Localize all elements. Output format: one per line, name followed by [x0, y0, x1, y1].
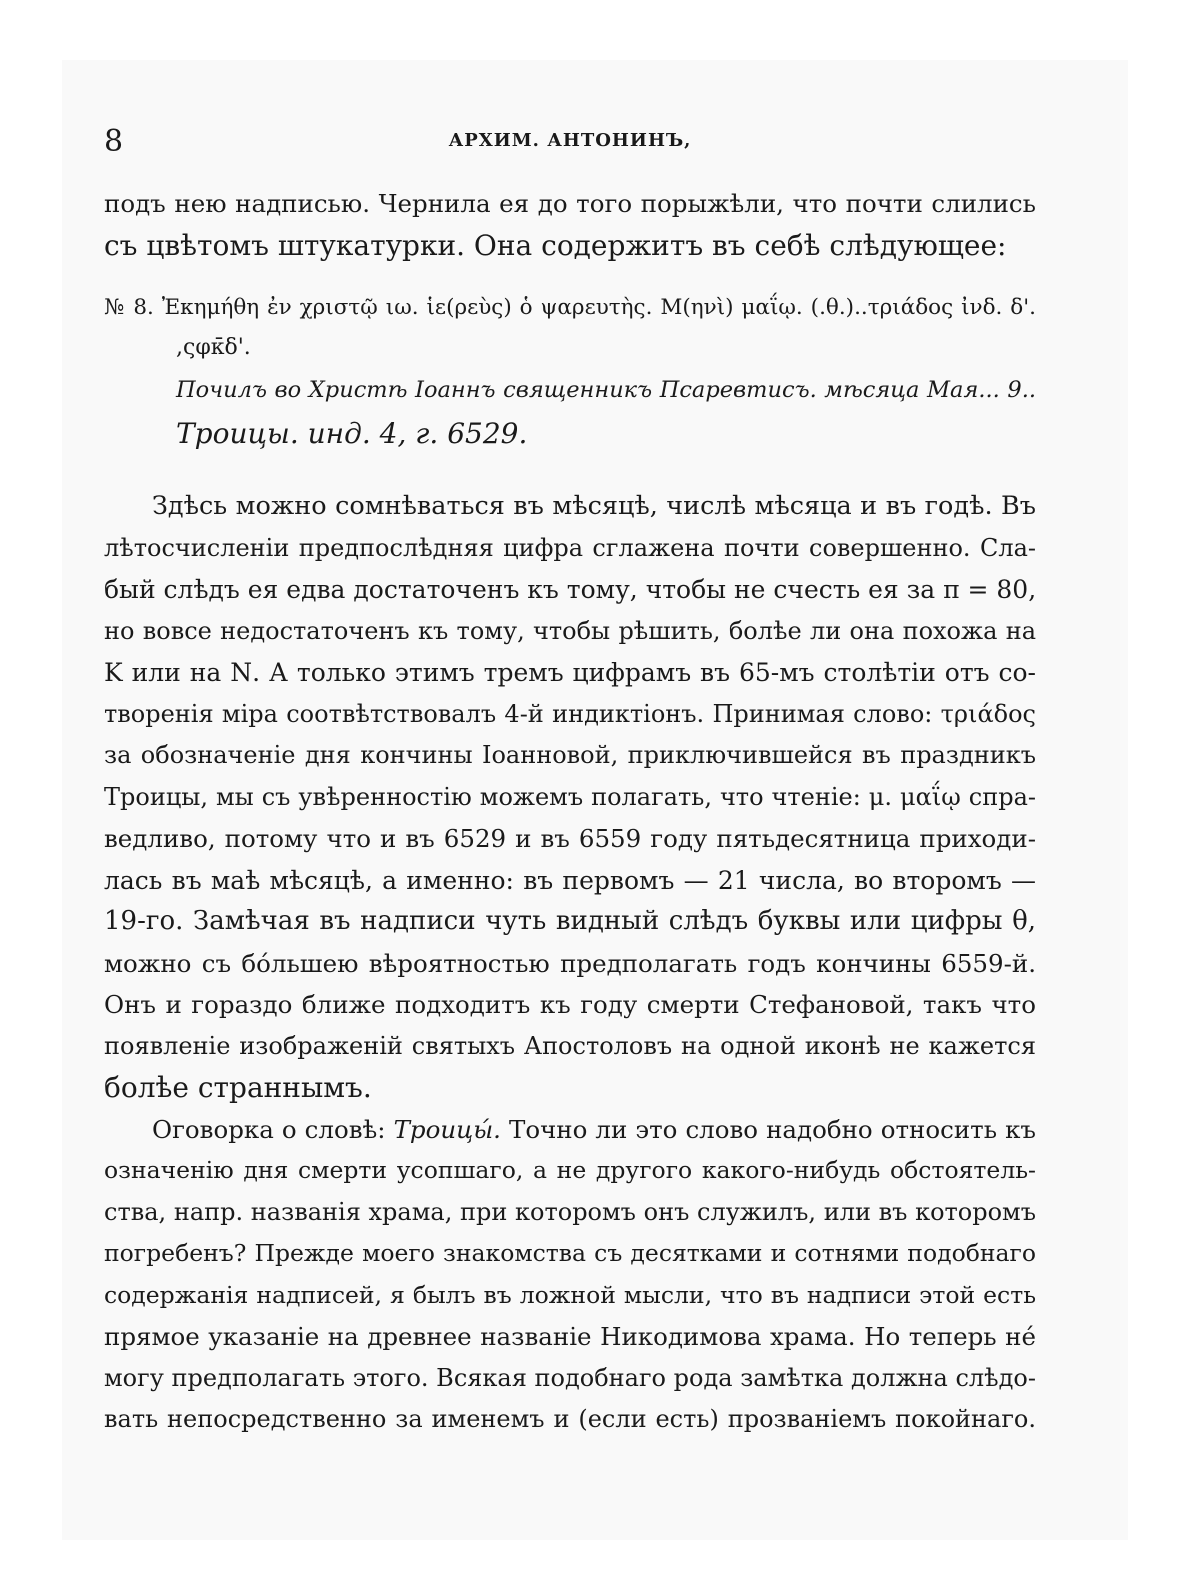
- italic-word: Троицы́.: [393, 1114, 501, 1144]
- text-line: Троицы, мы съ увѣренностію можемъ полагать, что чтеніе: μ. μαΐῳ спра-: [104, 782, 1036, 811]
- text-line: бый слѣдъ ея едва достаточенъ къ тому, чтобы не счесть ея за π = 80,: [104, 575, 1037, 604]
- text-line: означенію дня смерти усопшаго, а не другого какого-нибудь обстоятель-: [104, 1156, 1036, 1184]
- paragraph-1: [104, 486, 1036, 1109]
- text-line: лѣтосчисленіи предпослѣдняя цифра сглажена почти совершенно. Сла-: [104, 533, 1036, 562]
- text-line: но вовсе недостаточенъ къ тому, чтобы рѣшить, болѣе ли она похожа на: [104, 616, 1036, 645]
- text-line: лась въ маѣ мѣсяцѣ, а именно: въ первомъ — 21 числа, во второмъ —: [104, 865, 1036, 895]
- text-line: могу предполагать этого. Всякая подобнаго рода замѣтка должна слѣдо-: [104, 1363, 1036, 1392]
- page-header: [104, 124, 1036, 164]
- page-number: 8: [104, 124, 124, 159]
- text-line: творенія міра соотвѣтствовалъ 4-й индиктіонъ. Принимая слово: τριάδος: [104, 699, 1036, 728]
- inscription-greek-line: ,ςφκ̄δ'.: [176, 335, 251, 360]
- text-line: [104, 1109, 1036, 1151]
- spacer: [104, 266, 1036, 288]
- text-line: прямое указаніе на древнее названіе Никодимова храма. Но теперь не́: [104, 1322, 1036, 1351]
- paragraph-2: [104, 1109, 1036, 1441]
- text-line: ства, напр. названія храма, при которомъ онъ служилъ, или въ которомъ: [104, 1197, 1036, 1226]
- page-content: [104, 183, 1036, 1441]
- spacer: [104, 456, 1036, 486]
- text-line: Онъ и гораздо ближе подходитъ къ году смерти Стефановой, такъ что: [104, 990, 1036, 1019]
- text-line: болѣе страннымъ.: [104, 1071, 372, 1104]
- text-line: погребенъ? Прежде моего знакомства съ десятками и сотнями подобнаго: [104, 1239, 1036, 1267]
- text-line: подъ нею надписью. Чернила ея до того порыжѣли, что почти слились: [104, 189, 1036, 218]
- text-line: содержанія надписей, я былъ въ ложной мысли, что въ надписи этой есть: [104, 1280, 1036, 1309]
- text-line: съ цвѣтомъ штукатурки. Она содержитъ въ себѣ слѣдующее:: [104, 228, 1007, 262]
- running-head: АРХИМ. АНТОНИНЪ,: [448, 130, 692, 151]
- inscription-translation-line: Троицы. инд. 4, г. 6529.: [176, 417, 528, 450]
- text-line: ведливо, потому что и въ 6529 и въ 6559 году пятьдесятница приходи-: [104, 824, 1036, 853]
- text-line: появленіе изображеній святыхъ Апостоловъ на одной иконѣ не кажется: [104, 1031, 1036, 1060]
- text-fragment: Точно ли это слово надобно относить къ: [500, 1114, 1036, 1144]
- text-line: Здѣсь можно сомнѣваться въ мѣсяцѣ, числѣ мѣсяца и въ годѣ. Въ: [152, 491, 1036, 521]
- text-line: 19-го. Замѣчая въ надписи чуть видный слѣдъ буквы или цифры θ,: [104, 906, 1036, 936]
- text-fragment: Оговорка о словѣ:: [152, 1114, 394, 1144]
- inscription-greek-line: № 8. Ἐκημήθη ἐν χριστῷ ιω. ἱε(ρεὺς) ὁ ψαρευτὴς. Μ(ηνὶ) μαΐῳ. (.θ.)..τριάδος ἰνδ. δ'.: [104, 295, 1036, 320]
- text-line: вать непосредственно за именемъ и (если есть) прозваніемъ покойнаго.: [104, 1405, 1036, 1433]
- inscription-block: [104, 288, 1036, 456]
- text-line: можно съ бо́льшею вѣроятностью предполагать годъ кончины 6559-й.: [104, 948, 1036, 978]
- inscription-translation-line: Почилъ во Христѣ Іоаннъ священникъ Псаревтисъ. мѣсяца Мая... 9..: [176, 377, 1036, 403]
- text-line: за обозначеніе дня кончины Іоанновой, приключившейся въ праздникъ: [104, 741, 1036, 769]
- text-line: Κ или на Ν. А только этимъ тремъ цифрамъ въ 65-мъ столѣтіи отъ со-: [104, 658, 1036, 687]
